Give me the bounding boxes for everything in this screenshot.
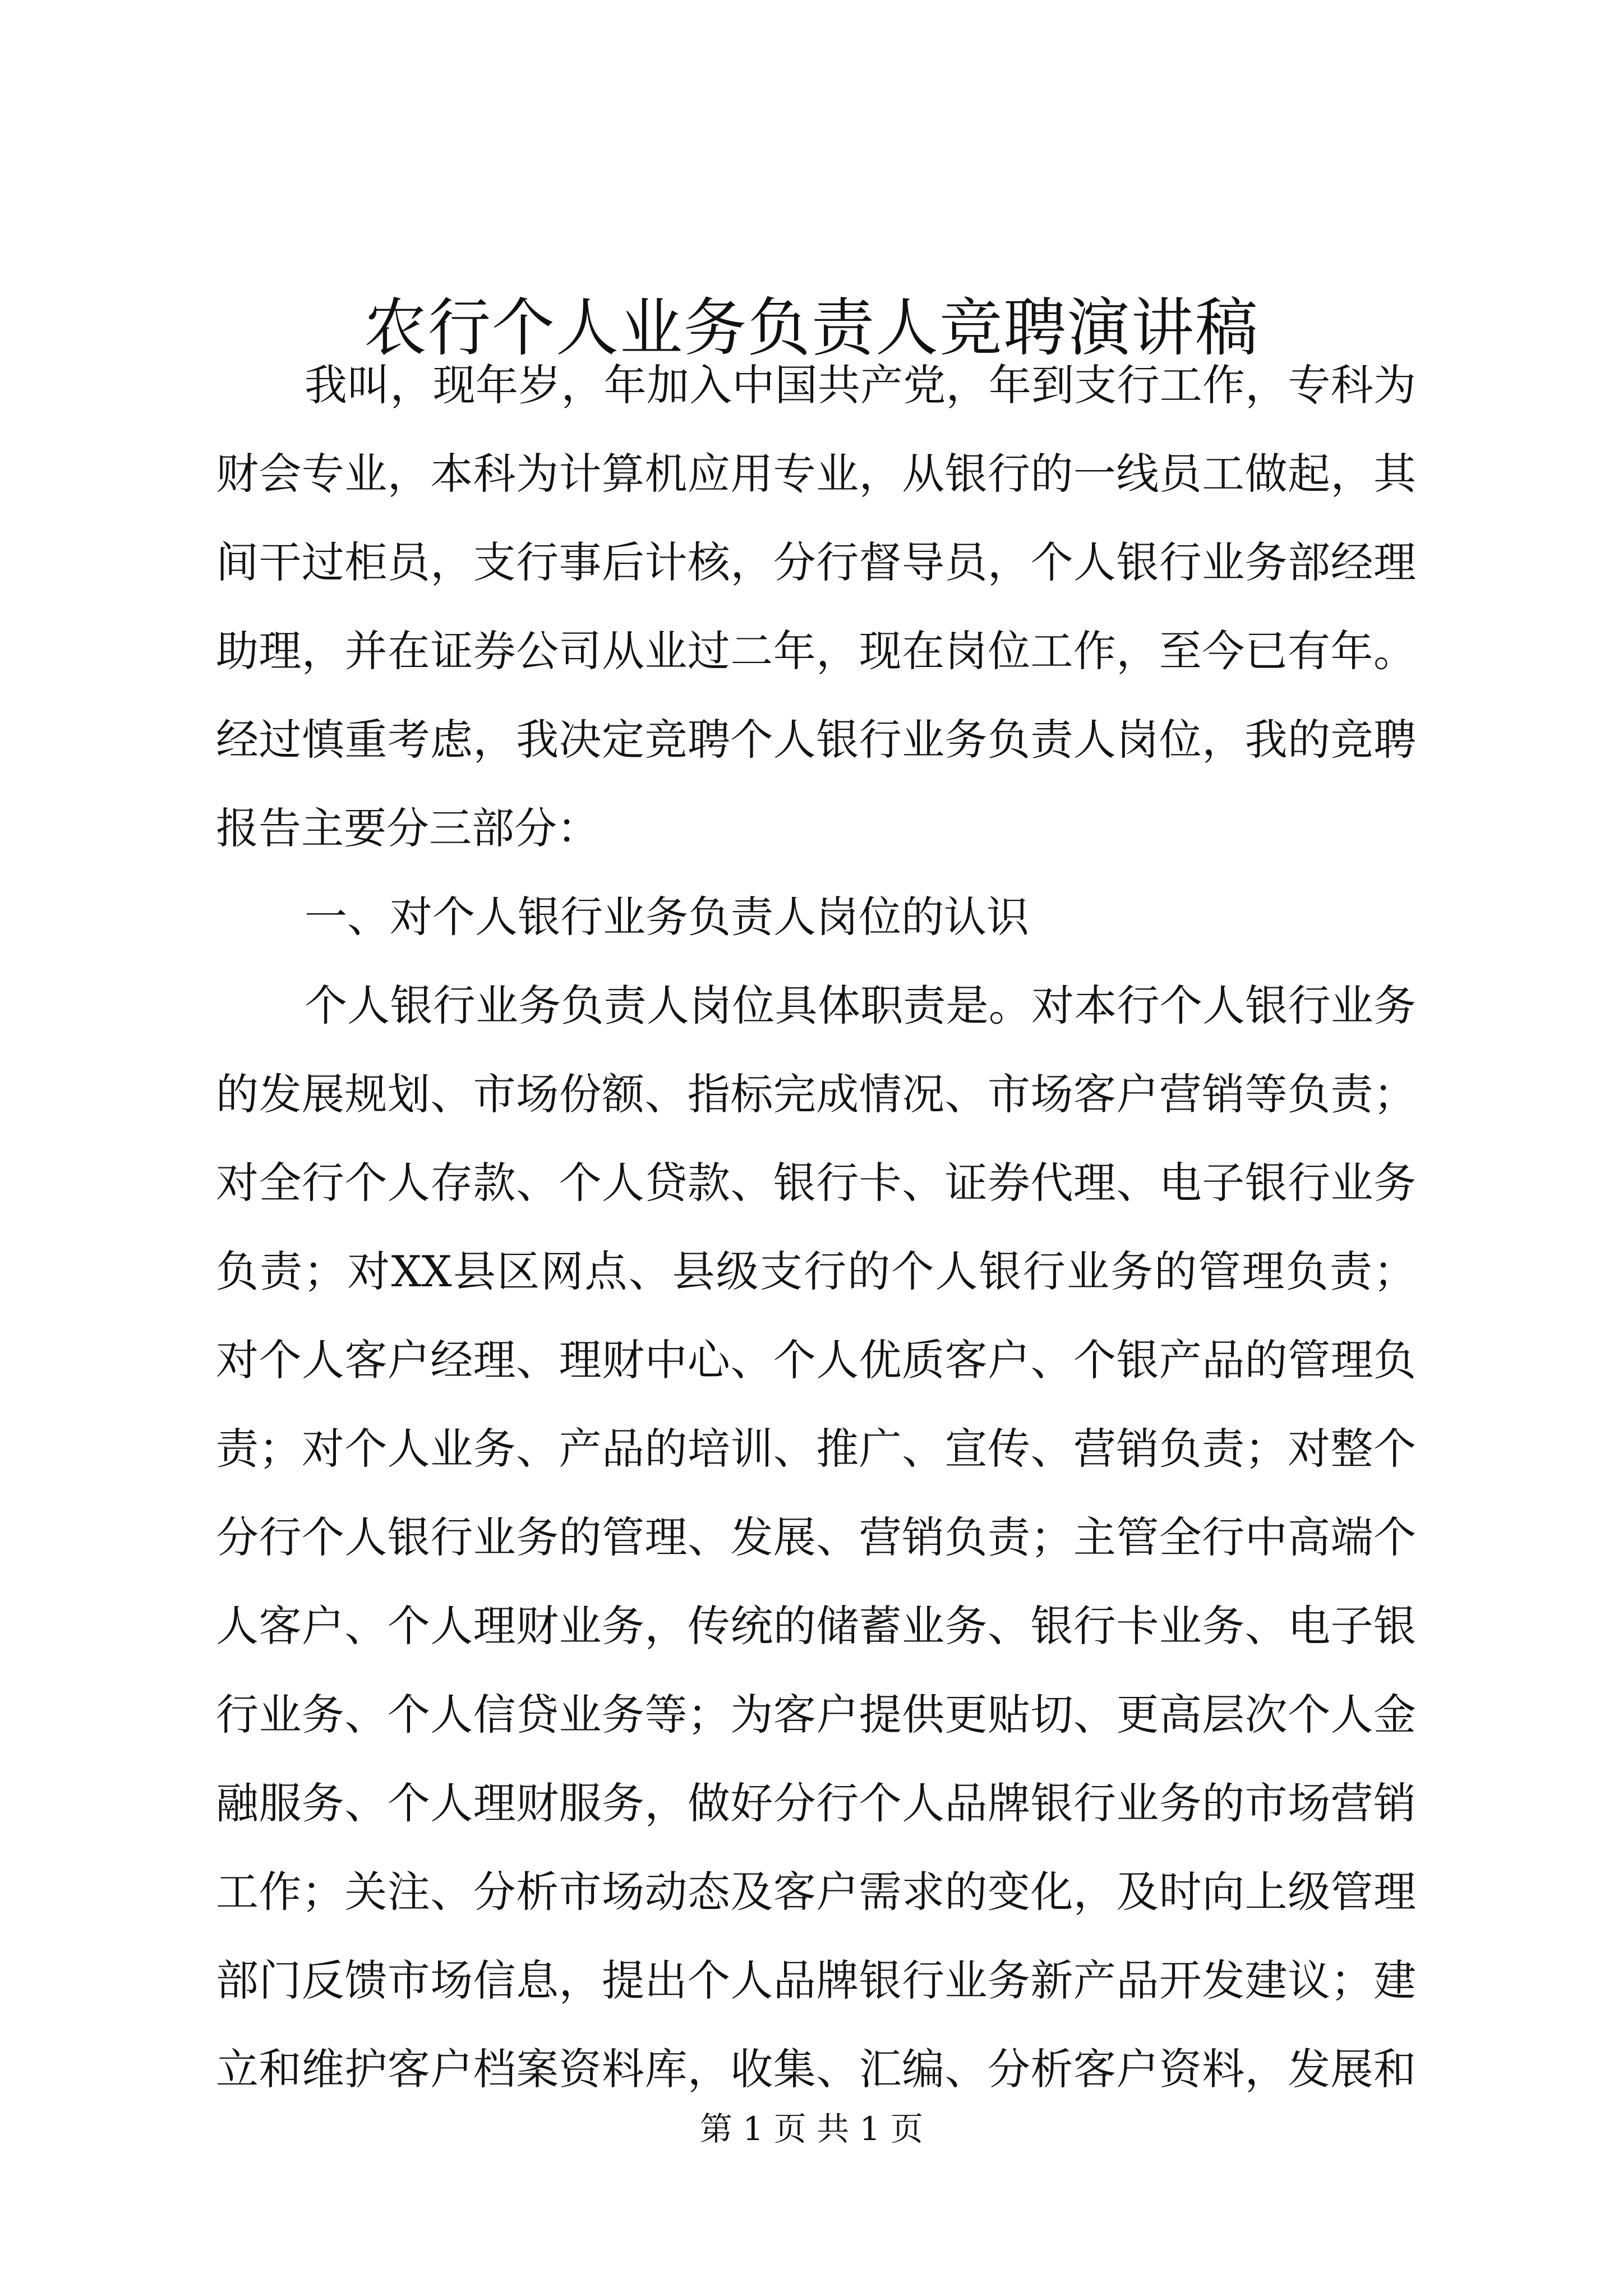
body-line: 对全行个人存款、个人贷款、银行卡、证券代理、电子银行业务 [216,1158,1416,1208]
body-line: 负责；对XX县区网点、县级支行的个人银行业务的管理负责； [216,1246,1416,1296]
body-line: 分行个人银行业务的管理、发展、营销负责；主管全行中高端个 [216,1512,1416,1562]
body-line: 我叫，现年岁，年加入中国共产党，年到支行工作，专科为 [305,360,1416,410]
body-line: 对个人客户经理、理财中心、个人优质客户、个银产品的管理负 [216,1335,1416,1385]
page-footer: 第 1 页 共 1 页 [700,2110,923,2148]
body-line: 间干过柜员，支行事后计核，分行督导员，个人银行业务部经理 [216,537,1416,587]
body-line: 人客户、个人理财业务，传统的储蓄业务、银行卡业务、电子银 [216,1601,1416,1651]
body-line: 的发展规划、市场份额、指标完成情况、市场客户营销等负责； [216,1069,1416,1119]
document-title: 农行个人业务负责人竞聘演讲稿 [364,292,1259,365]
body-line: 立和维护客户档案资料库，收集、汇编、分析客户资料，发展和 [216,2044,1416,2094]
body-line: 助理，并在证券公司从业过二年，现在岗位工作，至今已有年。 [216,626,1416,676]
body-line: 报告主要分三部分： [216,803,600,853]
body-line: 工作；关注、分析市场动态及客户需求的变化，及时向上级管理 [216,1867,1416,1917]
section-heading: 一、对个人银行业务负责人岗位的认识 [305,892,1029,942]
body-line: 部门反馈市场信息，提出个人品牌银行业务新产品开发建议；建 [216,1955,1416,2005]
body-line: 行业务、个人信贷业务等；为客户提供更贴切、更高层次个人金 [216,1690,1416,1740]
document-body [216,341,1416,2114]
body-line: 个人银行业务负责人岗位具体职责是。对本行个人银行业务 [305,981,1416,1030]
body-line: 财会专业，本科为计算机应用专业，从银行的一线员工做起，其 [216,449,1416,499]
body-line: 责；对个人业务、产品的培训、推广、宣传、营销负责；对整个 [216,1424,1416,1474]
body-line: 融服务、个人理财服务，做好分行个人品牌银行业务的市场营销 [216,1778,1416,1828]
body-line: 经过慎重考虑，我决定竞聘个人银行业务负责人岗位，我的竞聘 [216,715,1416,765]
